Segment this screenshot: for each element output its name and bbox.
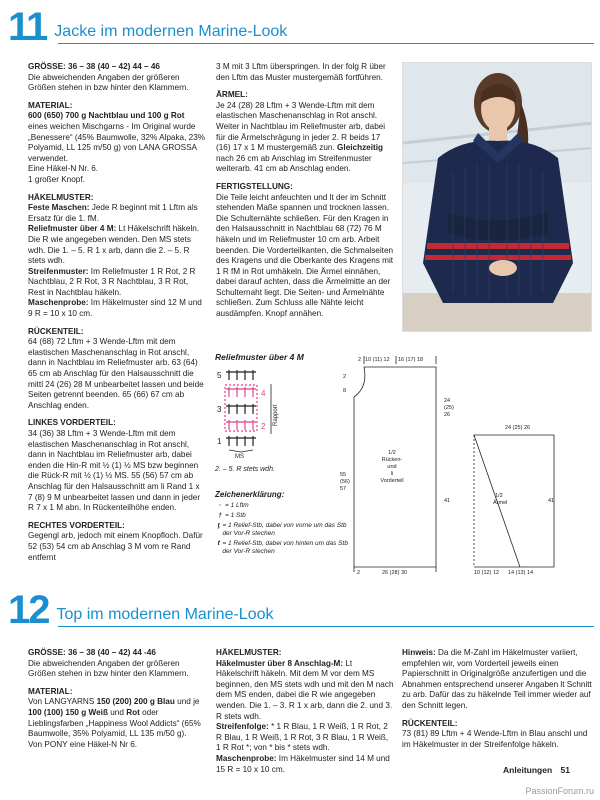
right-front-heading: RECHTES VORDERTEIL: (28, 520, 125, 530)
pattern-text: Häkelmuster über 8 Anschlag-M: Lt Häkelschrift häkeln. Mit dem M vor dem MS beginnen, den MS stets wdh und mit den M nach dem MS enden, dabei die R wie angegeben wenden. Die 1. – 3. R 1 x arb, dann die 2. und 3. R stets wdh. (216, 658, 394, 721)
chart-rapport-label: Rapport (273, 404, 279, 426)
crochet-chart (215, 352, 355, 572)
material-tools: Eine Häkel-N Nr. 6. (28, 164, 99, 174)
section-12-number: 12 (8, 588, 49, 632)
schematic-label: und (387, 464, 397, 470)
size-heading: GRÖSSE: 36 – 38 (40 – 42) 44 -46 (28, 648, 156, 657)
finishing-text: Die Teile leicht anfeuchten und lt der im Schnitt stehenden Maße spannen und trocknen lassen. Die Schulternähte schließen. Für den Kragen in den Halsausschnitt in Nachtblau 68 (72) 76 M häkeln und im Reliefmuster 10 cm arb. Arbeit beenden. Die Vorderteilkanten, die Schmalseiten des Kragens und die Oberkante des Kragens mit 1 R fM in Rot umhäkeln. Die Ärmel einnähen, dabei darauf achten, dass die Ärmelmitte an der Schulternaht liegt. Die Seiten- und Ärmelnähte schließen. Zum Schluss alle Nähte leicht ausdämpfen. Knopf annähen. (216, 192, 394, 319)
section-11-column-2 (216, 62, 394, 320)
page-footer (503, 765, 570, 775)
model-photo (402, 62, 592, 332)
legend-item: = 1 Relief-Stb, dabei von vorne um das Stb der Vor-R stechen (222, 522, 347, 537)
material-button: 1 großer Knopf. (28, 174, 85, 184)
page-number: 51 (560, 765, 570, 775)
schematic-label: 1/2 (495, 493, 503, 499)
stripe-sequence-text: Streifenfolge: * 1 R Blau, 1 R Weiß, 1 R Rot, 2 R Blau, 1 R Weiß, 1 R Rot, 3 R Blau, 1 R Weiß, 1 R Rot *; von * bis * stets wdh. (216, 722, 389, 753)
chart-row-4-label: 4 (261, 389, 266, 398)
size-heading: GRÖSSE: 36 – 38 (40 – 42) 44 – 46 (28, 62, 160, 71)
back-heading: RÜCKENTEIL: (28, 326, 84, 336)
gauge-text: Maschenprobe: Im Häkelmuster sind 12 M und 9 R = 10 x 10 cm. (28, 298, 202, 319)
section-12-header (8, 588, 274, 632)
note-text: Hinweis: Da die M-Zahl im Häkelmuster variiert, empfehlen wir, vom Vorderteil jeweils einen Papierschnitt in Originalgröße anzufertigen und die Abnahmen entsprechend unserer Angaben lt Schnitt zu arb. Dafür das zu häkelnde Teil immer wieder auf den Schnitt legen. (402, 648, 592, 710)
chart-ms-label: MS (235, 454, 244, 460)
relief-pattern-text: Reliefmuster über 4 M: Lt Häkelschrift häkeln. Die R wie angegeben wenden. Den MS stets wdh. Die 1. – 5. R 1 x arb, dann die 2. – 5. R stets wdh. (28, 224, 200, 266)
section-11-column-1 (28, 62, 206, 563)
schematic-label: 55 (340, 472, 347, 478)
schematic-label: 2 (343, 374, 347, 380)
schematic-label: (56) (340, 479, 350, 485)
chain-symbol-icon: · (218, 502, 222, 509)
finishing-heading: FERTIGSTELLUNG: (216, 181, 293, 191)
schematic-label: 24 (444, 398, 451, 404)
schematic-label: 24 (25) 26 (505, 425, 531, 431)
legend-item: = 1 Stb (225, 512, 246, 519)
schematic-label: 26 (28) 30 (382, 570, 408, 576)
chart-row-5-label: 5 (217, 371, 222, 380)
schematic-label: 14 (13) 14 (508, 570, 534, 576)
schematic-label: 2 (358, 357, 362, 363)
material-heading: MATERIAL: (28, 686, 73, 696)
section-12-column-2 (216, 648, 394, 775)
chart-row-2-label: 2 (261, 422, 266, 431)
schematic-label: 41 (548, 498, 555, 504)
material-text: 600 (650) 700 g Nachtblau und 100 g Rot eines weichen Mischgarns - Im Original wurde „Benessere“ (45% Baumwolle, 32% Alpaka, 23% Polyamid, LL 125 m/50 g) von LANA GROSSA verwendet. (28, 111, 206, 163)
watermark: PassionForum.ru (525, 786, 594, 796)
garment-schematic (340, 352, 595, 582)
section-11-rule (58, 43, 594, 44)
right-front-text: Gegengl arb, jedoch mit einem Knopfloch. Dafür 52 (53) 54 cm ab Anschlag 3 M vom re Rand entfernt (28, 531, 203, 562)
back-heading: RÜCKENTEIL: (402, 718, 458, 728)
schematic-label: 16 (17) 18 (398, 357, 424, 363)
schematic-label: li (390, 471, 394, 477)
buttonhole-continuation: 3 M mit 3 Lftm überspringen. In der folg R über den Lftm das Muster mustergemäß fortführen. (216, 62, 386, 82)
crochet-chart-title: Reliefmuster über 4 M (215, 352, 304, 362)
front-post-symbol-icon: ƫ (217, 522, 220, 529)
section-11-number: 11 (8, 5, 47, 49)
material-tools: Von PONY eine Häkel-N Nr 6. (28, 739, 138, 749)
stripe-pattern-text: Streifenmuster: Im Reliefmuster 1 R Rot, 2 R Nachtblau, 2 R Rot, 3 R Nachtblau, 3 R Rot, Rest in Nachtblau häkeln. (28, 266, 196, 297)
double-crochet-symbol-icon: † (218, 512, 222, 519)
section-12-column-3 (402, 648, 592, 750)
section-12-rule (58, 626, 594, 627)
section-12-column-1 (28, 648, 206, 750)
schematic-label: (25) (444, 405, 454, 411)
back-text: 64 (68) 72 Lftm + 3 Wende-Lftm mit dem elastischen Maschenanschlag in Rot anschl, dann in Nachtblau im Reliefmuster arb. 63 (64) 65 cm ab Anschlag für den Halsausschnitt die mittl 24 (26) 28 M unbearbeitet lassen und beide Seiten getrennt beenden. 65 (66) 67 cm ab Anschlag enden. (28, 337, 204, 410)
legend-item: = 1 Relief-Stb, dabei von hinten um das Stb der Vor-R stechen (222, 540, 348, 555)
back-post-symbol-icon: ƭ (217, 540, 220, 547)
chart-row-1-label: 1 (217, 437, 222, 446)
schematic-label: 10 (12) 12 (474, 570, 500, 576)
schematic-label: 57 (340, 486, 347, 492)
chart-row-3-label: 3 (217, 405, 222, 414)
schematic-label: 2 (357, 570, 361, 576)
sleeve-text: Je 24 (28) 28 Lftm + 3 Wende-Lftm mit dem elastischen Maschenanschlag in Rot anschl. Weiter in Nachtblau im Reliefmuster arb, dabei für die Ärmelschrägung in jeder 2. R beids 17 (16) 17 x 1 M mustergemäß zun. Gleichzeitig nach 26 cm ab Anschlag im Streifenmuster weiterarb. 41 cm ab Anschlag enden. (216, 100, 386, 174)
material-heading: MATERIAL: (28, 100, 73, 110)
sweater-illustration (403, 63, 592, 332)
crochet-chart-grid (215, 366, 355, 456)
gauge-text: Maschenprobe: Im Häkelmuster sind 14 M und 15 R = 10 x 10 cm. (216, 753, 390, 774)
size-text: Die abweichenden Angaben der größeren Größen stehen in bzw hinter den Klammern. (28, 658, 189, 679)
left-front-heading: LINKES VORDERTEIL: (28, 418, 116, 428)
schematic-label: Rücken- (381, 457, 403, 463)
legend-list (215, 502, 355, 556)
schematic-label: 10 (11) 12 (365, 357, 390, 363)
left-front-text: 34 (36) 38 Lftm + 3 Wende-Lftm mit dem elastischen Maschenanschlag in Rot anschl, dann in Nachtblau im Reliefmuster arb, dabei enden die Hin-R mit ½ (1) ½ MS bzw beginnen die Rück-R mit ½ (1) ½ MS. 55 (56) 57 cm ab Anschlag für den Halsausschnitt am li Rand 1 x 7 (8) 9 M unbearbeitet lassen und dann in jeder R 7 x 1 M abn. In Rückenteilhöhe enden. (28, 429, 201, 513)
section-11-header (8, 5, 288, 49)
section-11-title: Jacke im modernen Marine-Look (54, 23, 288, 40)
back-text: 73 (81) 89 Lftm + 4 Wende-Lftm in Blau anschl und im Häkelmuster in der Streifenfolge häkeln. (402, 729, 588, 749)
legend-item: = 1 Lftm (225, 502, 249, 509)
schematic-label: Ärmel (493, 500, 508, 506)
schematic-label: Vorderteil (380, 478, 404, 484)
schematic-label: 1/2 (388, 450, 396, 456)
pattern-heading: HÄKELMUSTER: (28, 192, 94, 202)
footer-label: Anleitungen (503, 765, 553, 775)
size-text: Die abweichenden Angaben der größeren Größen stehen in bzw hinter den Klammern. (28, 72, 189, 93)
material-text: Von LANGYARNS 150 (200) 200 g Blau und je 100 (100) 150 g Weiß und Rot oder Lieblingsfarben „Happiness Wool Addicts“ (65% Baumwolle, 35% Polyamid, LL 135 m/50 g). (28, 697, 201, 739)
pattern-heading: HÄKELMUSTER: (216, 648, 282, 657)
section-12-title: Top im modernen Marine-Look (56, 606, 274, 623)
sleeve-heading: ÄRMEL: (216, 90, 248, 100)
chart-repeat-note: 2. – 5. R stets wdh. (215, 466, 275, 473)
single-crochet-text: Feste Maschen: Jede R beginnt mit 1 Lftm als Ersatz für die 1. fM. (28, 203, 198, 223)
schematic-label: 41 (444, 498, 451, 504)
schematic-label: 26 (444, 412, 451, 418)
legend-title: Zeichenerklärung: (215, 490, 285, 499)
schematic-label: 8 (343, 388, 347, 394)
